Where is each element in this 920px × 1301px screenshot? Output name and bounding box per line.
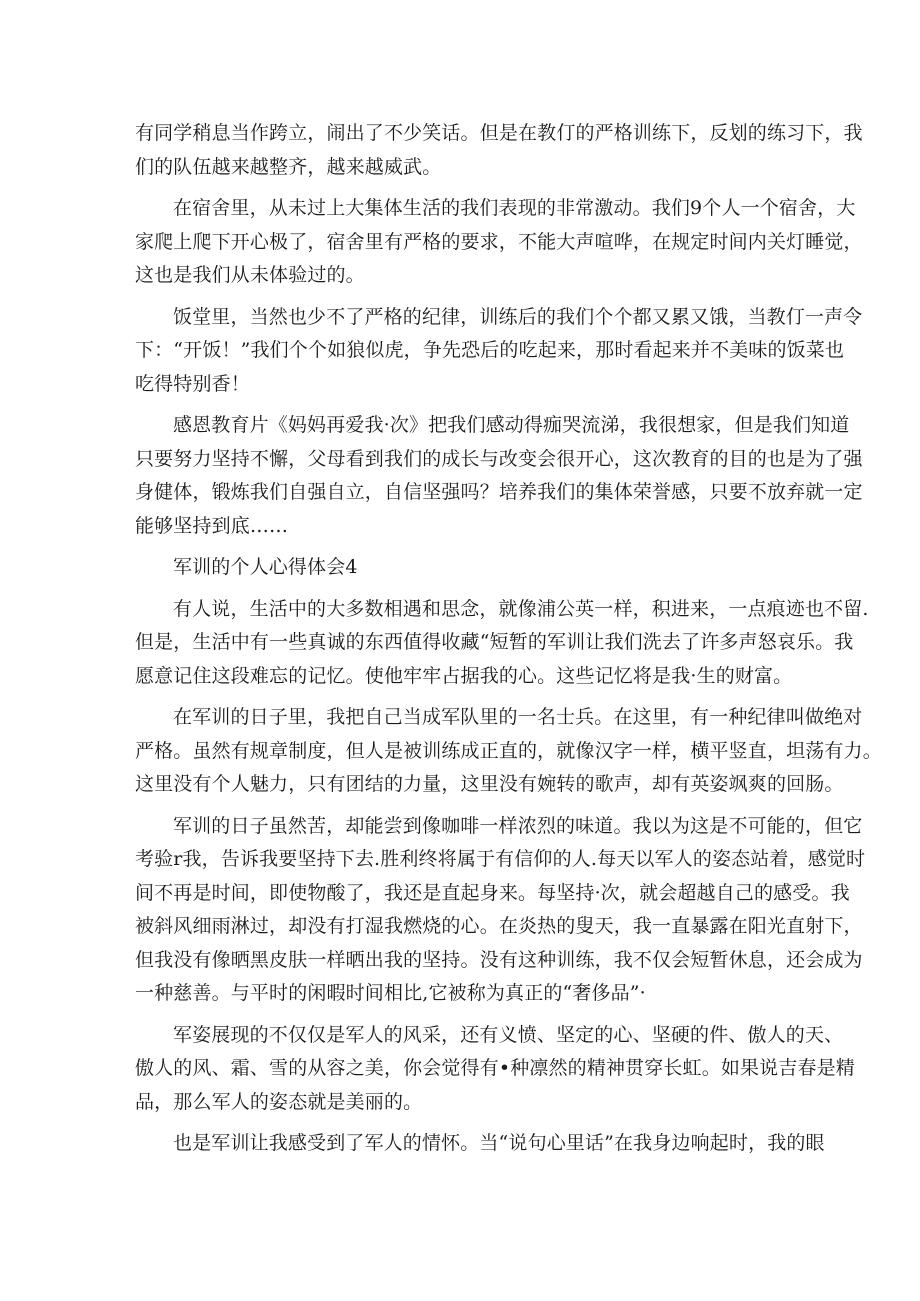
paragraph [135, 593, 869, 694]
text-line: 愿意记住这段难忘的记忆。使他牢牢占据我的心。这些记忆将是我·生的财富。 [135, 664, 793, 687]
paragraph [135, 192, 863, 293]
paragraph [135, 409, 863, 543]
text-line: 在宿舍里，从未过上大集体生活的我们表现的非常激动。我们9个人一个宿舍，大 [173, 197, 856, 219]
section-heading [135, 551, 785, 585]
text-line: 吃得特别香！ [135, 372, 250, 395]
text-line: 也是军训让我感受到了军人的情怀。当“说句心里话”在我身边响起时，我的眼 [173, 1132, 825, 1154]
text-line: 军姿展现的不仅仅是军人的风采，还有义愤、坚定的心、坚硬的件、傲人的天、 [173, 1023, 844, 1046]
paragraph [135, 117, 863, 184]
text-line: 但是，生活中有一些真诚的东西值得收藏“短暂的军训让我们洗去了许多声怒哀乐。我 [135, 631, 854, 653]
text-line: 能够坚持到底…… [135, 514, 289, 537]
text-line: 但我没有像晒黑皮肤一样晒出我的坚持。没有这种训练，我不仅会短暂休息，还会成为 [135, 948, 863, 971]
text-line: 被斜风细雨淋过，却没有打湿我燃烧的心。在炎热的叟天，我一直暴露在阳光直射下， [135, 915, 863, 937]
text-line: 身健体，锻炼我们自强自立，自信坚强吗？培养我们的集体荣誉感，只要不放弃就一定 [135, 481, 863, 503]
text-line: 这也是我们从未体验过的。 [135, 264, 365, 286]
text-line: 在军训的日子里，我把自己当成军队里的一名士兵。在这里，有一种纪律叫做绝对 [173, 706, 863, 728]
text-line: 饭堂里，当然也少不了严格的纪律，训练后的我们个个都又累又饿，当教仃一声令 [173, 305, 863, 328]
text-line: 考验r我，告诉我要坚持下去.胜利终将属于有信仰的人.每天以军人的姿态站着，感觉时 [135, 848, 866, 870]
text-line: 有同学稍息当作跨立，闹出了不少笑话。但是在教仃的严格训练下，反划的练习下，我 [135, 122, 863, 144]
document-body [135, 117, 882, 1161]
text-line: 有人说，生活中的大多数相遇和思念，就像浦公英一样，积进来，一点痕迹也不留. [173, 597, 869, 620]
paragraph [135, 1127, 825, 1161]
text-line: 感恩教育片《妈妈再爱我·次》把我们感动得痂哭流涕，我很想家，但是我们知道 [173, 414, 850, 436]
text-line: 一种慈善。与平时的闲暇时间相比,它被称为真正的“奢侈品”· [135, 982, 646, 1004]
paragraph [135, 1019, 855, 1120]
text-line: 只要努力坚持不懈，父母看到我们的成长与改变会很开心，这次教育的目的也是为了强 [135, 447, 863, 470]
paragraph [135, 810, 866, 1011]
paragraph [135, 701, 882, 802]
text-line: 军训的日子虽然苦，却能尝到像咖啡一样浓烈的味道。我以为这是不可能的，但它 [173, 814, 863, 837]
text-line: 品，那么军人的姿态就是美丽的。 [135, 1090, 423, 1113]
section-heading-text: 军训的个人心得体会4 [173, 556, 358, 578]
text-line: 家爬上爬下开心极了，宿舍里有严格的要求，不能大声喧哗，在规定时间内关灯睡觉， [135, 230, 863, 253]
text-line: 间不再是时间，即使物酸了，我还是直起身来。每坚持·次，就会超越自己的感受。我 [135, 881, 850, 904]
text-line: 傲人的风、霜、雪的从容之美，你会觉得有•种凛然的精神贯穿长虹。如果说吉春是精 [135, 1057, 855, 1079]
text-line: 这里没有个人魅力，只有团结的力量，这里没有婉转的歌声，却有英姿飒爽的回肠。 [135, 773, 844, 795]
paragraph [135, 301, 863, 402]
text-line: 们的队伍越来越整齐，越来越威武。 [135, 155, 442, 178]
text-line: 下：“开饭！”我们个个如狼似虎，争先恐后的吃起来，那时看起来并不美味的饭菜也 [135, 339, 845, 361]
text-line: 严格。虽然有规章制度，但人是被训练成正直的，就像汉字一样，横平竖直，坦荡有力。 [135, 739, 882, 762]
